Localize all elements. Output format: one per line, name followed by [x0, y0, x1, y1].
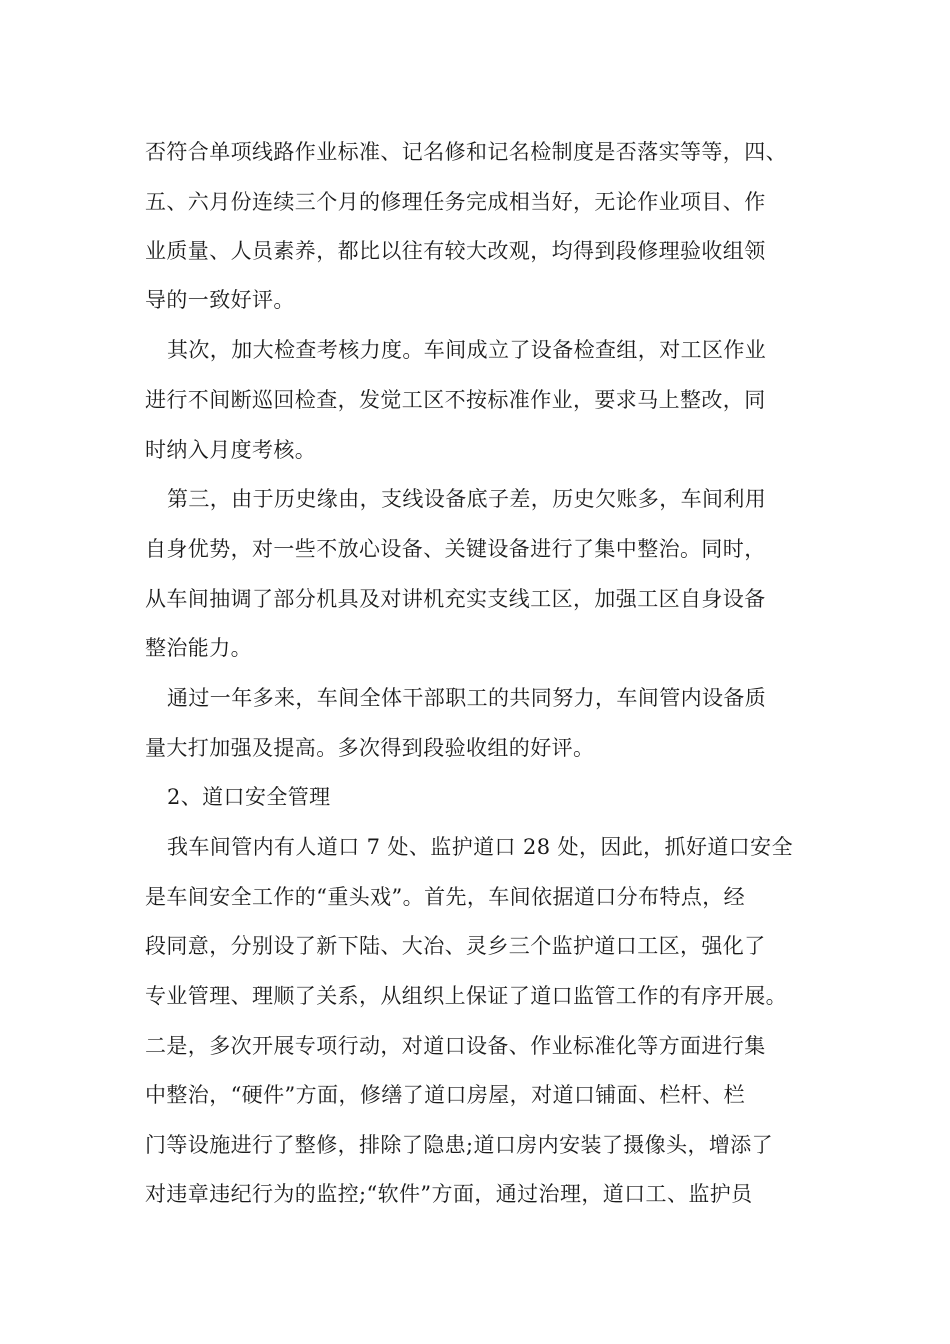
text-line: 专业管理、理顺了关系，从组织上保证了道口监管工作的有序开展。: [145, 984, 787, 1008]
text-line: 二是，多次开展专项行动，对道口设备、作业标准化等方面进行集: [145, 1034, 766, 1058]
text-line: 量大打加强及提高。多次得到段验收组的好评。: [145, 736, 595, 760]
text-line: 门等设施进行了整修，排除了隐患;道口房内安装了摄像头，增添了: [145, 1133, 774, 1157]
text-line: 从车间抽调了部分机具及对讲机充实支线工区，加强工区自身设备: [145, 587, 766, 611]
text-line: 整治能力。: [145, 636, 252, 660]
text-line: 进行不间断巡回检查，发觉工区不按标准作业，要求马上整改，同: [145, 388, 766, 412]
paragraph-start-line: 其次，加大检查考核力度。车间成立了设备检查组，对工区作业: [167, 338, 767, 362]
text-line: 五、六月份连续三个月的修理任务完成相当好，无论作业项目、作: [145, 190, 766, 214]
text-line: 时纳入月度考核。: [145, 438, 317, 462]
paragraph-start-line: 通过一年多来，车间全体干部职工的共同努力，车间管内设备质: [167, 686, 767, 710]
text-line: 导的一致好评。: [145, 288, 295, 312]
text-line: 对违章违纪行为的监控;“软件”方面，通过治理，道口工、监护员: [145, 1182, 753, 1206]
text-line: 业质量、人员素养，都比以往有较大改观，均得到段修理验收组领: [145, 239, 766, 263]
paragraph-start-line: 第三，由于历史缘由，支线设备底子差，历史欠账多，车间利用: [167, 487, 767, 511]
paragraph-start-line: 我车间管内有人道口 7 处、监护道口 28 处，因此，抓好道口安全: [167, 835, 793, 859]
section-heading: 2、道口安全管理: [167, 785, 331, 809]
text-line: 中整治，“硬件”方面，修缮了道口房屋，对道口铺面、栏杆、栏: [145, 1083, 746, 1107]
text-line: 段同意，分别设了新下陆、大冶、灵乡三个监护道口工区，强化了: [145, 934, 766, 958]
text-line: 是车间安全工作的“重头戏”。首先，车间依据道口分布特点，经: [145, 885, 746, 909]
text-line: 自身优势，对一些不放心设备、关键设备进行了集中整治。同时，: [145, 537, 766, 561]
text-line: 否符合单项线路作业标准、记名修和记名检制度是否落实等等，四、: [145, 140, 787, 164]
